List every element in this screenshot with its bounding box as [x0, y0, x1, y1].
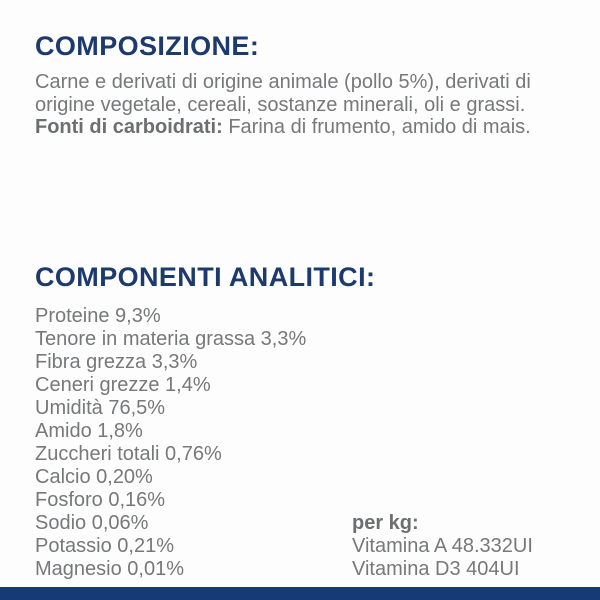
- per-kg-block: [352, 512, 533, 581]
- list-item-fibra-grezza: Fibra grezza 3,3%: [35, 351, 198, 373]
- list-item-ceneri-grezze: Ceneri grezze 1,4%: [35, 374, 211, 396]
- carb-sources-text: [35, 116, 535, 139]
- list-item-proteine: Proteine 9,3%: [35, 305, 161, 327]
- analytics-list: [35, 305, 306, 581]
- list-item-vitamina-a: Vitamina A 48.332UI: [352, 535, 533, 557]
- list-item-umidita: Umidità 76,5%: [35, 397, 166, 419]
- per-kg-label: per kg:: [352, 512, 419, 534]
- list-item-tenore-materia-grassa: Tenore in materia grassa 3,3%: [35, 328, 307, 350]
- composizione-title: COMPOSIZIONE:: [35, 31, 260, 61]
- list-item-amido: Amido 1,8%: [35, 420, 143, 442]
- carb-sources-value: Farina di frumento, amido di mais.: [228, 116, 531, 138]
- carb-sources-label: Fonti di carboidrati:: [35, 116, 223, 138]
- list-item-vitamina-d3: Vitamina D3 404UI: [352, 558, 520, 580]
- list-item-potassio: Potassio 0,21%: [35, 535, 174, 557]
- bottom-navy-bar: [0, 587, 600, 600]
- list-item-sodio: Sodio 0,06%: [35, 512, 149, 534]
- list-item-zuccheri-totali: Zuccheri totali 0,76%: [35, 443, 222, 465]
- ingredients-text: Carne e derivati di origine animale (pollo 5%), derivati di origine vegetale, cereali, sostanze minerali, oli e grassi.: [35, 71, 531, 116]
- composizione-body: [35, 71, 535, 139]
- list-item-magnesio: Magnesio 0,01%: [35, 558, 184, 580]
- list-item-fosforo: Fosforo 0,16%: [35, 489, 166, 511]
- list-item-calcio: Calcio 0,20%: [35, 466, 153, 488]
- componenti-analitici-title: COMPONENTI ANALITICI:: [35, 262, 376, 292]
